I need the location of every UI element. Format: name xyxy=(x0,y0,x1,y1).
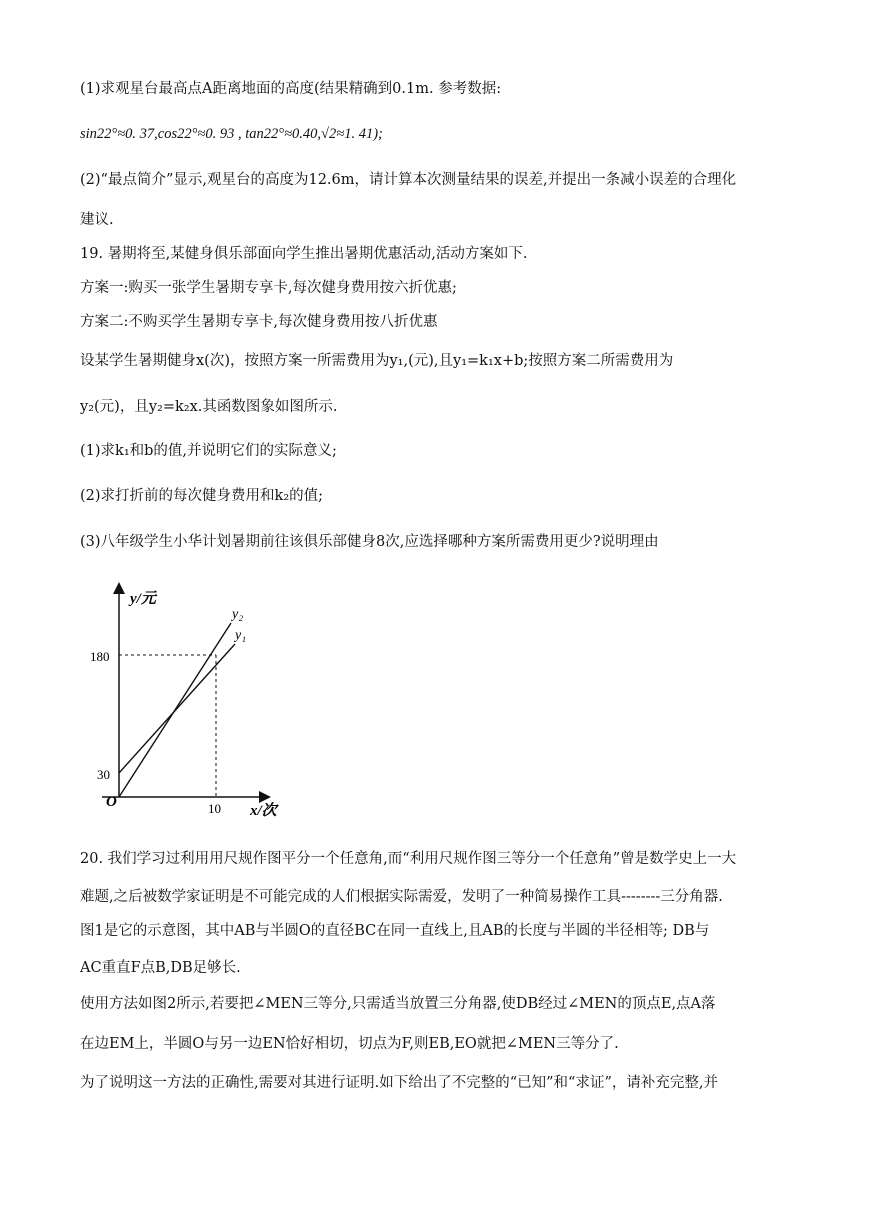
q19-setup-line2: y₂(元)，且y₂=k₂x.其函数图象如图所示. xyxy=(80,399,338,415)
x-axis-label: x/次 xyxy=(250,803,277,819)
origin-label: O xyxy=(106,794,117,810)
q20-line2: 难题,之后被数学家证明是不可能完成的人们根据实际需爱，发明了一种简易操作工具--------三分角器. xyxy=(80,889,723,905)
q19-intro: 19. 暑期将至,某健身俱乐部面向学生推出暑期优惠活动,活动方案如下. xyxy=(80,246,528,262)
function-graph xyxy=(82,575,302,825)
reference-data-line: sin22°≈0. 37,cos22°≈0. 93 , tan22°≈0.40,√2≈1. 41); xyxy=(80,126,383,142)
plan-two: 方案二:不购买学生暑期专享卡,每次健身费用按八折优惠 xyxy=(80,314,438,330)
q20-usage-line2: 在边EM上，半圆O与另一边EN恰好相切，切点为F,则EB,EO就把∠MEN三等分了. xyxy=(80,1036,619,1052)
q19-part2: (2)求打折前的每次健身费用和k₂的值; xyxy=(80,488,324,504)
line-label-y1: y₁ xyxy=(235,628,247,643)
tick-label-30: 30 xyxy=(97,767,110,782)
q19-part3: (3)八年级学生小华计划暑期前往该俱乐部健身8次,应选择哪种方案所需费用更少?说明理由 xyxy=(80,534,659,550)
line-y1 xyxy=(119,644,235,773)
q20-line4: AC重直F点B,DB足够长. xyxy=(80,960,241,976)
q19-setup-line1: 设某学生暑期健身x(次)，按照方案一所需费用为y₁,(元),且y₁=k₁x+b;按照方案二所需费用为 xyxy=(80,353,674,369)
q20-line3: 图1是它的示意图，其中AB与半圆O的直径BC在同一直线上,且AB的长度与半圆的半径相等; DB与 xyxy=(80,923,710,939)
q19-part1: (1)求k₁和b的值,并说明它们的实际意义; xyxy=(80,443,337,459)
y-axis-label: y/元 xyxy=(130,591,156,607)
q18-part2-line: (2)“最点简介”显示,观星台的高度为12.6m，请计算本次测量结果的误差,并提出一条减小误差的合理化 xyxy=(80,172,737,188)
plan-one: 方案一:购买一张学生暑期专享卡,每次健身费用按六折优惠; xyxy=(80,280,457,296)
q20-proof-line: 为了说明这一方法的正确性,需要对其进行证明.如下给出了不完整的“已知”和“求证”，请补充完整,并 xyxy=(80,1075,718,1091)
q18-part1-line: (1)求观星台最高点A距离地面的高度(结果精确到0.1m. 参考数据: xyxy=(80,81,502,97)
tick-label-10: 10 xyxy=(208,801,221,816)
line-label-y2: y₂ xyxy=(232,607,244,622)
tick-label-180: 180 xyxy=(90,649,110,664)
q18-part2-line-cont: 建议. xyxy=(80,212,114,228)
q20-line1: 20. 我们学习过利用用尺规作图平分一个任意角,而“利用尺规作图三等分一个任意角”曾是数学史上一大 xyxy=(80,851,737,867)
q20-usage-line1: 使用方法如图2所示,若要把∠MEN三等分,只需适当放置三分角器,使DB经过∠MEN的顶点E,点A落 xyxy=(80,996,716,1012)
